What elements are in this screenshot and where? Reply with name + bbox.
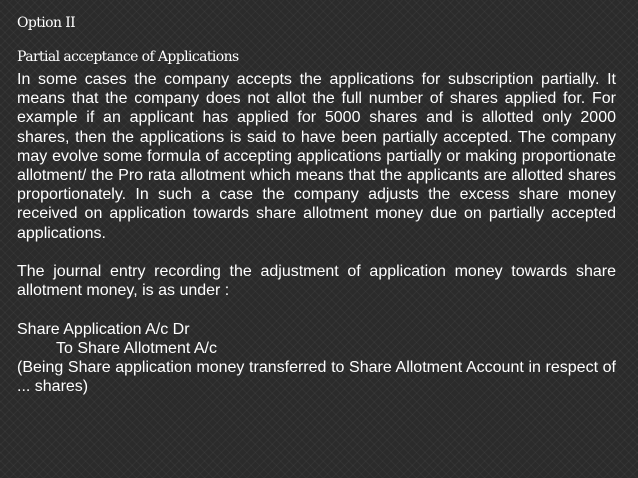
journal-debit-line: Share Application A/c Dr (17, 320, 190, 338)
paragraph-spacer (17, 243, 616, 262)
explanation-paragraph: In some cases the company accepts the applications for subscription partially. It means that the company does not allot the full number of shares applied for. For example if an applicant has applied for 5000 shares and is allotted only 2000 shares, then the applications is said to have been partially accepted. The company may evolve some formula of accepting applications partially or making proportionate allotment/ the Pro rata allotment which means that the applicants are allotted shares proportionately. In such a case the company adjusts the excess share money received on application towards share allotment money due on partially accepted applications. (17, 71, 616, 242)
paragraph-spacer (17, 300, 616, 319)
option-heading: Option II (17, 15, 76, 31)
slide-body (17, 70, 616, 396)
journal-narration: (Being Share application money transferred to Share Allotment Account in respect of ... shares) (17, 359, 616, 396)
journal-credit-line: To Share Allotment A/c (56, 339, 217, 357)
journal-intro-paragraph: The journal entry recording the adjustment of application money towards share allotment money, is as under : (17, 263, 616, 300)
topic-heading: Partial acceptance of Applications (17, 49, 239, 65)
